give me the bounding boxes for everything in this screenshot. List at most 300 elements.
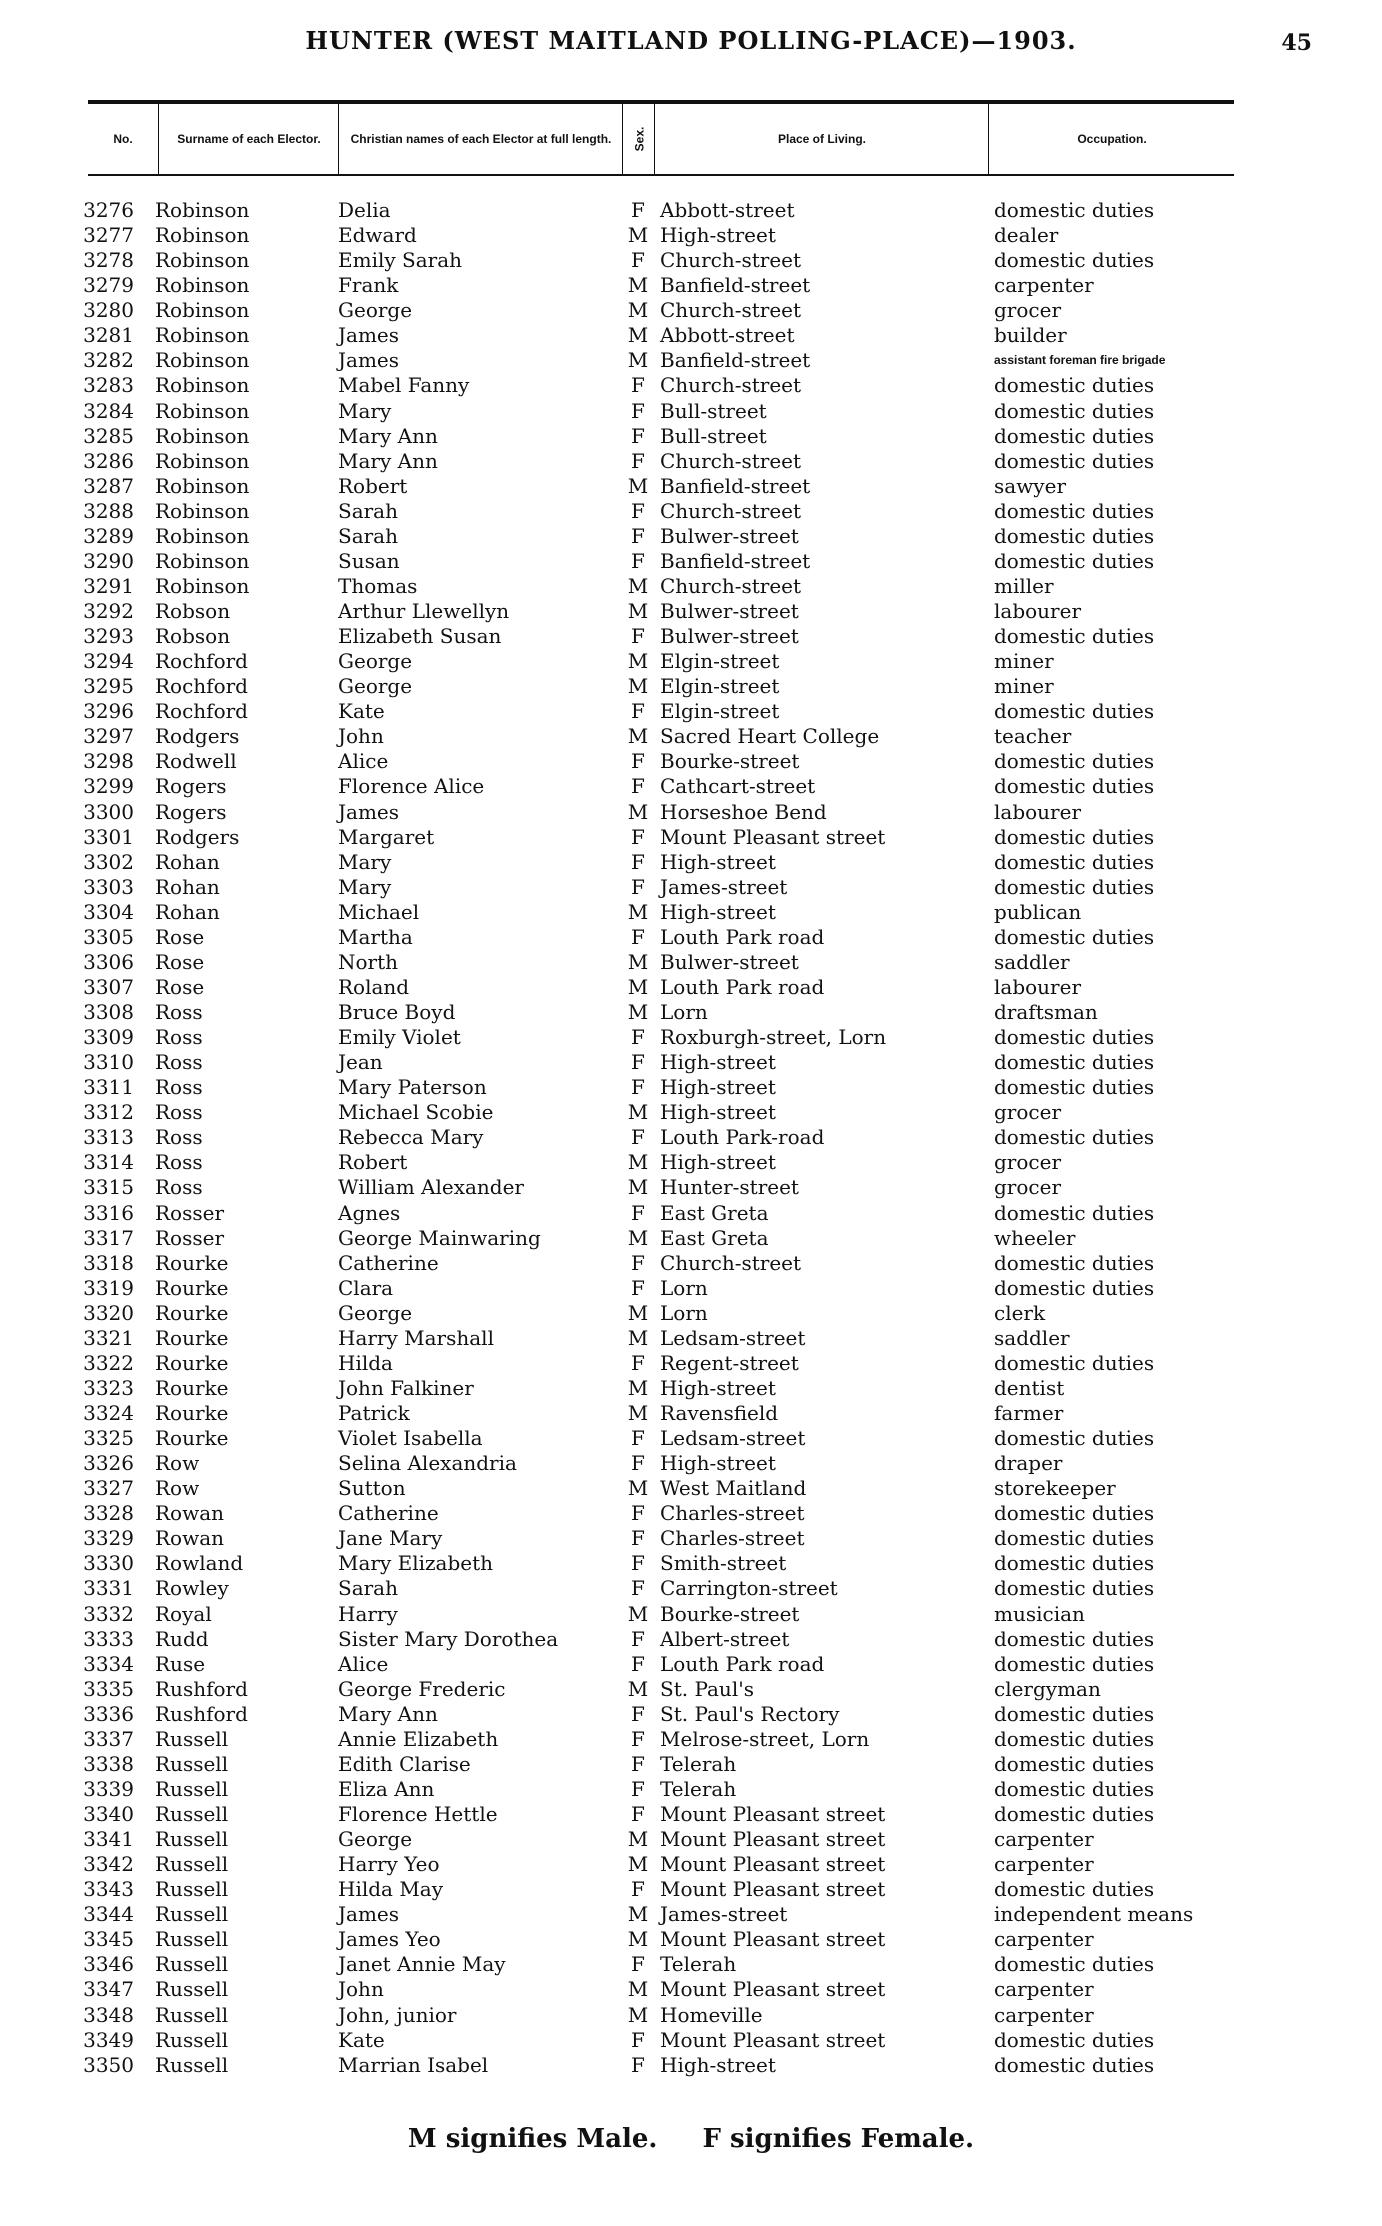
header-divider bbox=[338, 104, 339, 174]
elector-number: 3331 bbox=[83, 1576, 134, 1601]
elector-sex: M bbox=[627, 724, 649, 749]
elector-surname: Russell bbox=[155, 1802, 229, 1826]
elector-number: 3341 bbox=[83, 1827, 134, 1852]
elector-christian-names: Mary bbox=[338, 874, 392, 899]
elector-surname: Robinson bbox=[155, 548, 250, 573]
table-row bbox=[0, 724, 1382, 749]
elector-surname: Robinson bbox=[155, 448, 250, 473]
elector-christian-names: Florence Alice bbox=[338, 774, 485, 799]
elector-place: Bourke-street bbox=[660, 749, 800, 774]
elector-christian-names: Agnes bbox=[338, 1200, 401, 1225]
elector-number: 3330 bbox=[83, 1551, 134, 1576]
elector-sex: M bbox=[627, 298, 649, 323]
elector-surname: Robson bbox=[155, 599, 231, 623]
elector-sex: M bbox=[627, 1902, 649, 1927]
elector-sex: M bbox=[627, 1852, 649, 1877]
elector-occupation: domestic duties bbox=[994, 1551, 1155, 1576]
table-row bbox=[0, 1451, 1382, 1476]
elector-place: Mount Pleasant street bbox=[660, 2027, 886, 2052]
table-row bbox=[0, 1551, 1382, 1576]
table-row bbox=[0, 900, 1382, 925]
elector-place: Telerah bbox=[660, 1776, 737, 1801]
header-sex bbox=[624, 104, 654, 174]
elector-place: Roxburgh-street, Lorn bbox=[660, 1025, 887, 1050]
elector-place: James-street bbox=[660, 1902, 788, 1927]
table-row bbox=[0, 1877, 1382, 1902]
elector-surname: Rourke bbox=[155, 1401, 229, 1425]
elector-number: 3340 bbox=[83, 1802, 134, 1826]
table-row bbox=[0, 1276, 1382, 1301]
elector-occupation: labourer bbox=[994, 974, 1082, 999]
elector-christian-names: Jean bbox=[338, 1050, 383, 1075]
elector-occupation: domestic duties bbox=[994, 699, 1155, 724]
elector-surname: Rohan bbox=[155, 849, 220, 874]
table-row bbox=[0, 1977, 1382, 2002]
elector-place: Bull-street bbox=[660, 423, 767, 448]
elector-sex: M bbox=[627, 323, 649, 348]
elector-place: Elgin-street bbox=[660, 649, 780, 674]
elector-number: 3282 bbox=[83, 348, 134, 373]
elector-place: Lorn bbox=[660, 1275, 708, 1300]
elector-occupation: domestic duties bbox=[994, 1626, 1155, 1651]
elector-sex: M bbox=[627, 1225, 649, 1250]
elector-surname: Ruse bbox=[155, 1651, 206, 1676]
elector-place: Horseshoe Bend bbox=[660, 799, 827, 824]
elector-number: 3301 bbox=[83, 824, 134, 849]
elector-number: 3335 bbox=[83, 1676, 134, 1701]
elector-surname: Ross bbox=[155, 1050, 203, 1075]
elector-sex: F bbox=[631, 423, 645, 448]
elector-number: 3334 bbox=[83, 1651, 134, 1676]
elector-christian-names: George Mainwaring bbox=[338, 1225, 541, 1250]
elector-occupation: domestic duties bbox=[994, 1075, 1155, 1100]
elector-christian-names: North bbox=[338, 949, 399, 974]
elector-surname: Rowan bbox=[155, 1501, 225, 1526]
elector-number: 3315 bbox=[83, 1175, 134, 1200]
elector-occupation: saddler bbox=[994, 949, 1070, 974]
elector-place: Banfield-street bbox=[660, 473, 811, 498]
table-row bbox=[0, 1777, 1382, 1802]
elector-sex: F bbox=[631, 1952, 645, 1977]
elector-surname: Robinson bbox=[155, 523, 250, 548]
elector-place: Mount Pleasant street bbox=[660, 1802, 886, 1826]
elector-occupation: domestic duties bbox=[994, 1576, 1155, 1601]
elector-sex: M bbox=[627, 1676, 649, 1701]
elector-surname: Robinson bbox=[155, 248, 250, 273]
elector-surname: Rudd bbox=[155, 1626, 209, 1651]
elector-sex: M bbox=[627, 799, 649, 824]
table-row bbox=[0, 1376, 1382, 1401]
elector-occupation: domestic duties bbox=[994, 1501, 1155, 1526]
elector-sex: F bbox=[631, 1877, 645, 1902]
table-row bbox=[0, 1727, 1382, 1752]
elector-christian-names: Hilda bbox=[338, 1350, 393, 1375]
table-row bbox=[0, 298, 1382, 323]
table-row bbox=[0, 474, 1382, 499]
elector-christian-names: Elizabeth Susan bbox=[338, 624, 502, 649]
elector-surname: Rosser bbox=[155, 1200, 225, 1225]
elector-number: 3327 bbox=[83, 1476, 134, 1501]
table-row bbox=[0, 1852, 1382, 1877]
elector-occupation: grocer bbox=[994, 1150, 1062, 1175]
table-row bbox=[0, 925, 1382, 950]
elector-occupation: carpenter bbox=[994, 1927, 1094, 1952]
elector-number: 3312 bbox=[83, 1100, 134, 1125]
elector-christian-names: Edward bbox=[338, 223, 417, 248]
table-row bbox=[0, 348, 1382, 373]
table-row bbox=[0, 2028, 1382, 2053]
elector-christian-names: Sarah bbox=[338, 498, 398, 523]
elector-christian-names: Mary Ann bbox=[338, 448, 438, 473]
table-row bbox=[0, 1702, 1382, 1727]
table-row bbox=[0, 223, 1382, 248]
elector-surname: Rowley bbox=[155, 1576, 229, 1601]
header-sex-label: Sex. bbox=[632, 126, 646, 152]
elector-christian-names: James bbox=[338, 799, 400, 824]
elector-number: 3278 bbox=[83, 248, 134, 273]
elector-surname: Ross bbox=[155, 1150, 203, 1175]
elector-surname: Rushford bbox=[155, 1701, 248, 1726]
elector-number: 3276 bbox=[83, 198, 134, 222]
elector-place: St. Paul's bbox=[660, 1676, 754, 1701]
elector-number: 3328 bbox=[83, 1501, 134, 1526]
elector-christian-names: Eliza Ann bbox=[338, 1776, 435, 1801]
elector-number: 3295 bbox=[83, 674, 134, 699]
elector-sex: F bbox=[631, 373, 645, 398]
elector-place: Ledsam-street bbox=[660, 1426, 806, 1451]
table-row bbox=[0, 323, 1382, 348]
elector-sex: M bbox=[627, 1375, 649, 1400]
elector-number: 3316 bbox=[83, 1200, 134, 1225]
elector-christian-names: Annie Elizabeth bbox=[338, 1726, 499, 1751]
elector-place: Mount Pleasant street bbox=[660, 1827, 886, 1852]
elector-christian-names: Jane Mary bbox=[338, 1526, 443, 1551]
table-row bbox=[0, 549, 1382, 574]
elector-occupation: miller bbox=[994, 573, 1054, 598]
elector-place: Sacred Heart College bbox=[660, 724, 880, 749]
elector-occupation: domestic duties bbox=[994, 523, 1155, 548]
elector-place: High-street bbox=[660, 849, 776, 874]
elector-place: Ravensfield bbox=[660, 1401, 779, 1425]
elector-sex: M bbox=[627, 573, 649, 598]
table-row bbox=[0, 599, 1382, 624]
elector-place: Elgin-street bbox=[660, 699, 780, 724]
table-row bbox=[0, 1175, 1382, 1200]
elector-number: 3319 bbox=[83, 1275, 134, 1300]
elector-occupation: domestic duties bbox=[994, 248, 1155, 273]
elector-place: Church-street bbox=[660, 448, 802, 473]
elector-number: 3305 bbox=[83, 924, 134, 949]
elector-christian-names: George bbox=[338, 1827, 413, 1852]
elector-number: 3287 bbox=[83, 473, 134, 498]
elector-christian-names: Florence Hettle bbox=[338, 1802, 498, 1826]
table-row bbox=[0, 674, 1382, 699]
elector-sex: F bbox=[631, 1451, 645, 1476]
elector-sex: F bbox=[631, 2052, 645, 2077]
elector-sex: F bbox=[631, 248, 645, 273]
header-place: Place of Living. bbox=[777, 132, 867, 146]
elector-surname: Robinson bbox=[155, 198, 250, 222]
elector-place: Mount Pleasant street bbox=[660, 1977, 886, 2002]
elector-occupation: dentist bbox=[994, 1375, 1065, 1400]
elector-sex: M bbox=[627, 348, 649, 373]
elector-surname: Ross bbox=[155, 1025, 203, 1050]
elector-christian-names: Catherine bbox=[338, 1501, 439, 1526]
elector-place: East Greta bbox=[660, 1225, 769, 1250]
elector-number: 3320 bbox=[83, 1300, 134, 1325]
elector-occupation: domestic duties bbox=[994, 1200, 1155, 1225]
elector-christian-names: Robert bbox=[338, 1150, 408, 1175]
elector-christian-names: Robert bbox=[338, 473, 408, 498]
elector-number: 3308 bbox=[83, 1000, 134, 1024]
elector-occupation: teacher bbox=[994, 724, 1072, 749]
elector-surname: Russell bbox=[155, 2027, 229, 2052]
elector-occupation: grocer bbox=[994, 298, 1062, 323]
elector-number: 3337 bbox=[83, 1726, 134, 1751]
table-row bbox=[0, 574, 1382, 599]
elector-christian-names: Mary bbox=[338, 398, 392, 423]
elector-surname: Ross bbox=[155, 1125, 203, 1150]
elector-number: 3348 bbox=[83, 2002, 134, 2027]
elector-number: 3309 bbox=[83, 1025, 134, 1050]
elector-sex: F bbox=[631, 1275, 645, 1300]
elector-sex: F bbox=[631, 1776, 645, 1801]
elector-place: Charles-street bbox=[660, 1501, 805, 1526]
table-row bbox=[0, 1501, 1382, 1526]
elector-occupation: wheeler bbox=[994, 1225, 1076, 1250]
elector-christian-names: Mabel Fanny bbox=[338, 373, 470, 398]
elector-occupation: domestic duties bbox=[994, 398, 1155, 423]
elector-occupation: grocer bbox=[994, 1175, 1062, 1200]
elector-christian-names: George Frederic bbox=[338, 1676, 506, 1701]
table-row bbox=[0, 850, 1382, 875]
elector-occupation: domestic duties bbox=[994, 1526, 1155, 1551]
elector-place: Smith-street bbox=[660, 1551, 787, 1576]
elector-surname: Rose bbox=[155, 974, 205, 999]
elector-occupation: domestic duties bbox=[994, 1701, 1155, 1726]
elector-christian-names: John Falkiner bbox=[338, 1375, 474, 1400]
elector-sex: F bbox=[631, 523, 645, 548]
elector-surname: Rose bbox=[155, 924, 205, 949]
table-row bbox=[0, 1576, 1382, 1601]
elector-surname: Rochford bbox=[155, 699, 248, 724]
elector-occupation: domestic duties bbox=[994, 1025, 1155, 1050]
elector-christian-names: Michael Scobie bbox=[338, 1100, 494, 1125]
elector-number: 3347 bbox=[83, 1977, 134, 2002]
elector-number: 3302 bbox=[83, 849, 134, 874]
elector-place: Lorn bbox=[660, 1000, 708, 1024]
elector-sex: F bbox=[631, 1526, 645, 1551]
elector-place: James-street bbox=[660, 874, 788, 899]
elector-surname: Russell bbox=[155, 1977, 229, 2002]
elector-sex: F bbox=[631, 398, 645, 423]
elector-sex: F bbox=[631, 548, 645, 573]
table-row bbox=[0, 1050, 1382, 1075]
elector-surname: Robinson bbox=[155, 473, 250, 498]
elector-number: 3284 bbox=[83, 398, 134, 423]
elector-christian-names: Selina Alexandria bbox=[338, 1451, 517, 1476]
elector-christian-names: James bbox=[338, 323, 400, 348]
table-row bbox=[0, 699, 1382, 724]
elector-christian-names: Alice bbox=[338, 1651, 389, 1676]
elector-occupation: storekeeper bbox=[994, 1476, 1116, 1501]
elector-sex: F bbox=[631, 1751, 645, 1776]
elector-place: Carrington-street bbox=[660, 1576, 838, 1601]
elector-place: High-street bbox=[660, 1050, 776, 1075]
elector-place: Louth Park road bbox=[660, 974, 825, 999]
elector-number: 3286 bbox=[83, 448, 134, 473]
elector-occupation: domestic duties bbox=[994, 548, 1155, 573]
elector-surname: Rohan bbox=[155, 874, 220, 899]
elector-place: Bull-street bbox=[660, 398, 767, 423]
table-row bbox=[0, 1326, 1382, 1351]
elector-surname: Russell bbox=[155, 1726, 229, 1751]
elector-christian-names: Hilda May bbox=[338, 1877, 444, 1902]
header-divider bbox=[622, 104, 623, 174]
elector-sex: F bbox=[631, 1050, 645, 1075]
table-row bbox=[0, 499, 1382, 524]
table-row bbox=[0, 1602, 1382, 1627]
page-title: HUNTER (WEST MAITLAND POLLING-PLACE)—1903. bbox=[305, 26, 1077, 55]
elector-sex: F bbox=[631, 1802, 645, 1826]
elector-place: Hunter-street bbox=[660, 1175, 799, 1200]
footer-female-legend: F signifies Female. bbox=[702, 2124, 975, 2154]
table-row bbox=[0, 774, 1382, 799]
elector-occupation: domestic duties bbox=[994, 1802, 1155, 1826]
elector-number: 3300 bbox=[83, 799, 134, 824]
elector-occupation: domestic duties bbox=[994, 1426, 1155, 1451]
elector-occupation: saddler bbox=[994, 1325, 1070, 1350]
elector-sex: F bbox=[631, 448, 645, 473]
elector-number: 3343 bbox=[83, 1877, 134, 1902]
table-row bbox=[0, 1251, 1382, 1276]
elector-place: Charles-street bbox=[660, 1526, 805, 1551]
elector-sex: F bbox=[631, 1250, 645, 1275]
elector-number: 3326 bbox=[83, 1451, 134, 1476]
table-row bbox=[0, 749, 1382, 774]
elector-sex: M bbox=[627, 1325, 649, 1350]
elector-number: 3349 bbox=[83, 2027, 134, 2052]
elector-number: 3279 bbox=[83, 273, 134, 298]
elector-christian-names: Mary Elizabeth bbox=[338, 1551, 494, 1576]
elector-sex: M bbox=[627, 223, 649, 248]
elector-place: Church-street bbox=[660, 298, 802, 323]
elector-christian-names: John, junior bbox=[338, 2002, 457, 2027]
elector-surname: Rose bbox=[155, 949, 205, 974]
elector-surname: Ross bbox=[155, 1100, 203, 1125]
elector-sex: F bbox=[631, 498, 645, 523]
table-row bbox=[0, 449, 1382, 474]
elector-surname: Robinson bbox=[155, 298, 250, 323]
elector-surname: Robinson bbox=[155, 273, 250, 298]
elector-surname: Robson bbox=[155, 624, 231, 649]
page-number: 45 bbox=[1281, 30, 1312, 56]
elector-number: 3310 bbox=[83, 1050, 134, 1075]
elector-sex: F bbox=[631, 749, 645, 774]
table-row bbox=[0, 800, 1382, 825]
elector-occupation: domestic duties bbox=[994, 1350, 1155, 1375]
elector-sex: F bbox=[631, 1125, 645, 1150]
elector-occupation: miner bbox=[994, 674, 1054, 699]
elector-number: 3323 bbox=[83, 1375, 134, 1400]
elector-christian-names: Kate bbox=[338, 699, 385, 724]
elector-place: Mount Pleasant street bbox=[660, 1877, 886, 1902]
elector-sex: M bbox=[627, 1300, 649, 1325]
elector-number: 3299 bbox=[83, 774, 134, 799]
elector-occupation: builder bbox=[994, 323, 1067, 348]
elector-place: Elgin-street bbox=[660, 674, 780, 699]
elector-occupation: farmer bbox=[994, 1401, 1064, 1425]
elector-christian-names: James bbox=[338, 1902, 400, 1927]
elector-christian-names: Sarah bbox=[338, 523, 398, 548]
table-row bbox=[0, 273, 1382, 298]
elector-occupation: domestic duties bbox=[994, 498, 1155, 523]
elector-surname: Rohan bbox=[155, 899, 220, 924]
elector-place: High-street bbox=[660, 899, 776, 924]
elector-occupation: domestic duties bbox=[994, 423, 1155, 448]
elector-number: 3285 bbox=[83, 423, 134, 448]
elector-occupation: carpenter bbox=[994, 273, 1094, 298]
elector-christian-names: Susan bbox=[338, 548, 400, 573]
elector-place: Abbott-street bbox=[660, 198, 795, 222]
elector-number: 3329 bbox=[83, 1526, 134, 1551]
elector-sex: F bbox=[631, 1726, 645, 1751]
elector-christian-names: Frank bbox=[338, 273, 399, 298]
elector-occupation: domestic duties bbox=[994, 774, 1155, 799]
table-row bbox=[0, 1401, 1382, 1426]
elector-place: Cathcart-street bbox=[660, 774, 816, 799]
table-row bbox=[0, 950, 1382, 975]
elector-number: 3321 bbox=[83, 1325, 134, 1350]
elector-occupation: carpenter bbox=[994, 1852, 1094, 1877]
elector-sex: M bbox=[627, 1977, 649, 2002]
elector-sex: M bbox=[627, 1476, 649, 1501]
elector-place: East Greta bbox=[660, 1200, 769, 1225]
elector-place: Bulwer-street bbox=[660, 523, 799, 548]
elector-place: High-street bbox=[660, 1451, 776, 1476]
elector-christian-names: Emily Violet bbox=[338, 1025, 461, 1050]
table-row bbox=[0, 825, 1382, 850]
elector-surname: Russell bbox=[155, 1852, 229, 1877]
elector-sex: F bbox=[631, 1350, 645, 1375]
table-row bbox=[0, 424, 1382, 449]
elector-occupation: domestic duties bbox=[994, 1651, 1155, 1676]
elector-number: 3317 bbox=[83, 1225, 134, 1250]
elector-place: Church-street bbox=[660, 573, 802, 598]
elector-occupation: domestic duties bbox=[994, 1275, 1155, 1300]
elector-surname: Royal bbox=[155, 1601, 212, 1626]
elector-christian-names: Mary Paterson bbox=[338, 1075, 487, 1100]
elector-sex: F bbox=[631, 1701, 645, 1726]
elector-christian-names: James Yeo bbox=[338, 1927, 441, 1952]
elector-christian-names: Martha bbox=[338, 924, 413, 949]
elector-occupation: dealer bbox=[994, 223, 1059, 248]
elector-place: Mount Pleasant street bbox=[660, 824, 886, 849]
elector-christian-names: Alice bbox=[338, 749, 389, 774]
elector-surname: Rourke bbox=[155, 1350, 229, 1375]
elector-number: 3290 bbox=[83, 548, 134, 573]
elector-place: Abbott-street bbox=[660, 323, 795, 348]
elector-occupation: domestic duties bbox=[994, 448, 1155, 473]
elector-place: Banfield-street bbox=[660, 548, 811, 573]
elector-place: Lorn bbox=[660, 1300, 708, 1325]
elector-place: Louth Park-road bbox=[660, 1125, 825, 1150]
table-row bbox=[0, 1000, 1382, 1025]
elector-christian-names: Sister Mary Dorothea bbox=[338, 1626, 559, 1651]
elector-christian-names: James bbox=[338, 348, 400, 373]
elector-surname: Row bbox=[155, 1451, 200, 1476]
elector-christian-names: George bbox=[338, 649, 413, 674]
